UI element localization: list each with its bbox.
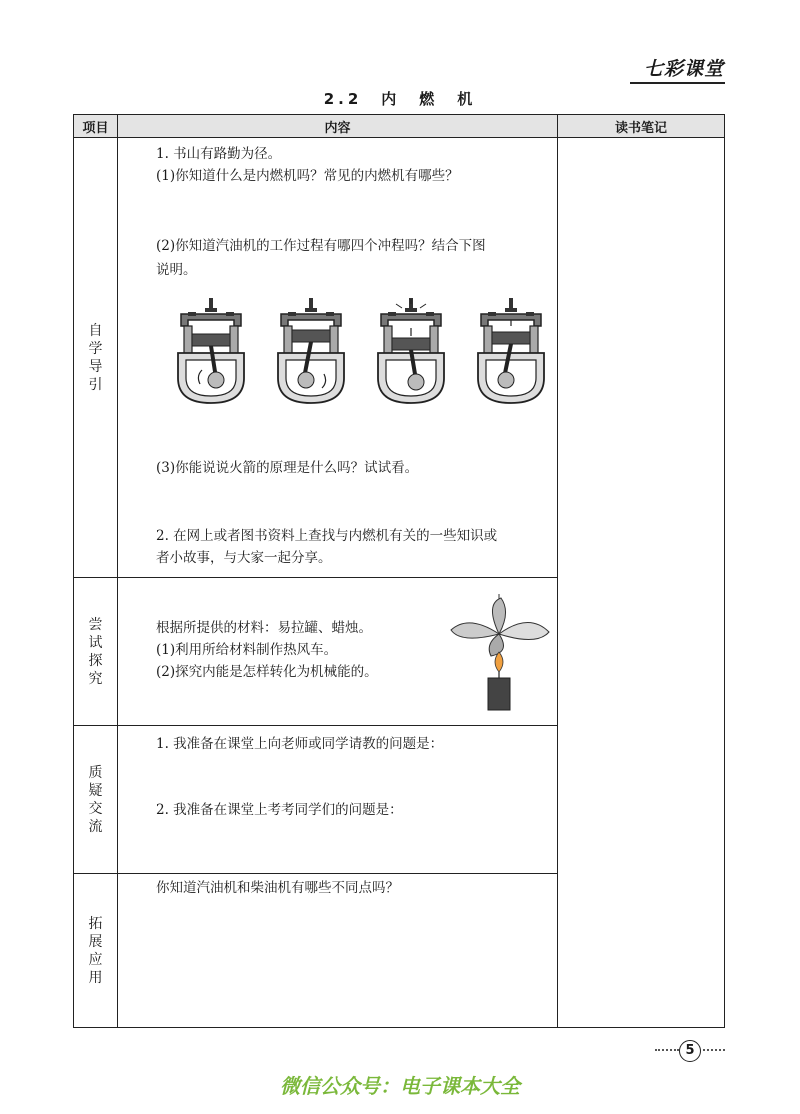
section-content-zixue [118,138,558,578]
zixue-line-4: 说明。 [156,262,197,278]
page-number-dots-left [655,1049,679,1051]
study-table [73,114,725,1028]
header-project: 项目 [74,115,118,138]
brand-underline [630,82,725,84]
header-content: 内容 [118,115,558,138]
page-number-dots-right [703,1049,725,1051]
section-content-zhiyi [118,726,558,874]
footer-watermark: 微信公众号：电子课本大全 [280,1074,520,1098]
reading-notes-column[interactable] [558,138,725,1028]
zhiyi-line-2: 2. 我准备在课堂上考考同学们的问题是： [156,802,403,818]
hot-air-windmill-illustration [444,594,554,712]
changshi-line-1: 根据所提供的材料：易拉罐、蜡烛。 [156,620,372,636]
zixue-line-3: (2)你知道汽油机的工作过程有哪四个冲程吗？结合下图 [156,238,486,254]
zixue-line-2: (1)你知道什么是内燃机吗？常见的内燃机有哪些？ [156,168,459,184]
changshi-line-2: (1)利用所给材料制作热风车。 [156,642,338,658]
header-notes: 读书笔记 [558,115,725,138]
tuozhan-line-1: 你知道汽油机和柴油机有哪些不同点吗？ [156,880,399,896]
zixue-line-6: 2. 在网上或者图书资料上查找与内燃机有关的一些知识或 [156,528,498,544]
four-stroke-engine-diagram [176,296,546,408]
changshi-line-3: (2)探究内能是怎样转化为机械能的。 [156,664,378,680]
zhiyi-line-1: 1. 我准备在课堂上向老师或同学请教的问题是： [156,736,444,752]
section-label-zhiyi: 质疑交流 [74,726,118,874]
section-content-changshi [118,578,558,726]
section-label-tuozhan: 拓展应用 [74,874,118,1028]
zixue-line-7: 者小故事，与大家一起分享。 [156,550,332,566]
zixue-line-1: 1. 书山有路勤为径。 [156,146,282,162]
page-title: 2.2 内 燃 机 [323,90,477,108]
page-number-badge [655,1040,725,1060]
section-label-changshi: 尝试探究 [74,578,118,726]
page-number: 5 [679,1040,701,1062]
section-content-tuozhan [118,874,558,1028]
zixue-line-5: (3)你能说说火箭的原理是什么吗？试试看。 [156,460,419,476]
section-label-zixue: 自学导引 [74,138,118,578]
brand-logo: 七彩课堂 [643,58,724,80]
